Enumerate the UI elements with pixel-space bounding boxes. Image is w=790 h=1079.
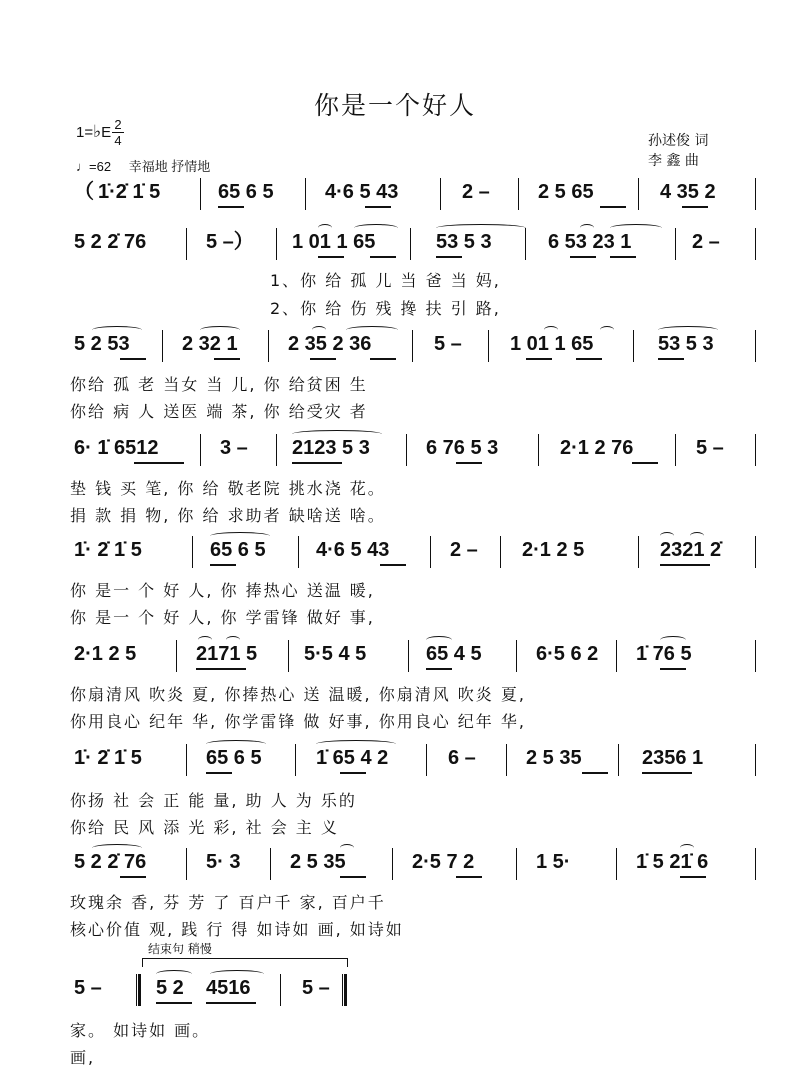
song-title: 你是一个好人 xyxy=(313,91,476,120)
measure: 2 5 35 xyxy=(290,851,346,873)
measure: 5 – xyxy=(302,977,330,999)
measure: 2 32 1 xyxy=(182,333,238,355)
measure: 1̇·2̇ 1̇ 5 xyxy=(98,181,161,203)
time-top: 2 xyxy=(114,117,122,132)
key-note: E xyxy=(101,124,112,141)
measure: 1̇· 2̇ 1̇ 5 xyxy=(74,747,142,769)
lyric-verse-1: 你扇清风 吹炎 夏, 你捧热心 送 温暖, 你扇清风 吹炎 夏, xyxy=(70,685,526,704)
notation-row-5 xyxy=(70,534,758,578)
tempo-marking xyxy=(76,156,210,175)
measure: 5 – xyxy=(74,977,102,999)
measure: 6 76 5 3 xyxy=(426,437,499,459)
measure: 2·5 7 2 xyxy=(412,851,475,873)
measure: 53 5 3 xyxy=(658,333,714,355)
measure: 1̇· 2̇ 1̇ 5 xyxy=(74,539,142,561)
measure: 6· 1̇ 6512 xyxy=(74,437,159,459)
lyric-verse-2: 你给 民 风 添 光 彩, 社 会 主 义 xyxy=(70,818,339,837)
notation-row-8 xyxy=(70,846,758,890)
lyric-verse-2: 你给 病 人 送医 端 茶, 你 给受灾 者 xyxy=(70,402,368,421)
measure: 5 – xyxy=(696,437,724,459)
measure: 2171 5 xyxy=(196,643,258,665)
lyric-verse-2: 你 是一 个 好 人, 你 学雷锋 做好 事, xyxy=(70,608,375,627)
lyricist-credit: 孙述俊 词 xyxy=(648,133,709,149)
notation-row-3 xyxy=(70,328,758,372)
notation-row-7 xyxy=(70,742,758,786)
measure: 2 5 65 xyxy=(538,181,594,203)
notation-row-4 xyxy=(70,432,758,476)
lyric-verse-1: 家。 如诗如 画。 xyxy=(70,1021,211,1040)
notation-row-2 xyxy=(70,226,758,270)
measure: 2 – xyxy=(692,231,720,253)
measure: 5 2 53 xyxy=(74,333,130,355)
measure: 2321 2̇ xyxy=(660,539,722,561)
lyric-verse-2: 核心价值 观, 践 行 得 如诗如 画, 如诗如 xyxy=(70,920,404,939)
measure: 65 4 5 xyxy=(426,643,482,665)
measure: 6 53 23 1 xyxy=(548,231,632,253)
measure: 1 5· xyxy=(536,851,571,873)
notation-row-9 xyxy=(70,972,758,1016)
tempo-value: =62 xyxy=(89,159,112,174)
key-signature xyxy=(76,117,122,148)
quarter-note-icon: ♩ xyxy=(76,159,89,174)
measure: 1̇ 76 5 xyxy=(636,643,692,665)
notation-row-6 xyxy=(70,638,758,682)
measure: 6 – xyxy=(448,747,476,769)
lyric-verse-1: 你给 孤 老 当女 当 儿, 你 给贫困 生 xyxy=(70,375,368,394)
lyric-verse-2: 捐 款 捐 物, 你 给 求助者 缺啥送 啥。 xyxy=(70,506,386,525)
lyric-verse-1: 垫 钱 买 笔, 你 给 敬老院 挑水浇 花。 xyxy=(70,479,386,498)
measure: 5 2 2̇ 76 xyxy=(74,231,147,253)
lyric-verse-2: 你用良心 纪年 华, 你学雷锋 做 好事, 你用良心 纪年 华, xyxy=(70,712,526,731)
measure: 5 –） xyxy=(206,231,254,253)
measure: 2 – xyxy=(450,539,478,561)
key-prefix: 1= xyxy=(76,124,94,141)
notation-row-1 xyxy=(70,176,758,220)
measure: 2·1 2 76 xyxy=(560,437,634,459)
lyric-verse-1: 玫瑰余 香, 芬 芳 了 百户千 家, 百户千 xyxy=(70,893,386,912)
measure: 1 01 1 65 xyxy=(292,231,376,253)
measure: 4·6 5 43 xyxy=(325,181,399,203)
measure: 5 2 xyxy=(156,977,184,999)
lyric-verse-1: 你 是一 个 好 人, 你 捧热心 送温 暖, xyxy=(70,581,375,600)
measure: 4516 xyxy=(206,977,251,999)
measure: 2 35 2 36 xyxy=(288,333,372,355)
measure: 5·5 4 5 xyxy=(304,643,367,665)
flat-sign: ♭ xyxy=(93,122,102,141)
time-bottom: 4 xyxy=(114,133,122,148)
ending-bracket xyxy=(142,958,348,967)
measure: 2·1 2 5 xyxy=(74,643,137,665)
lyric-verse-2: 2、你 给 伤 残 搀 扶 引 路, xyxy=(270,299,501,318)
open-paren: （ xyxy=(74,181,94,203)
measure: 65 6 5 xyxy=(218,181,274,203)
measure: 4·6 5 43 xyxy=(316,539,390,561)
lyric-verse-1: 1、你 给 孤 儿 当 爸 当 妈, xyxy=(270,271,501,290)
measure: 4 35 2 xyxy=(660,181,716,203)
measure: 1̇ 65 4 2 xyxy=(316,747,389,769)
measure: 5· 3 xyxy=(206,851,241,873)
measure: 53 5 3 xyxy=(436,231,492,253)
measure: 1̇ 5 21̇ 6 xyxy=(636,851,709,873)
time-signature xyxy=(112,118,124,147)
lyric-verse-2: 画, xyxy=(70,1048,96,1067)
measure: 5 2 2̇ 76 xyxy=(74,851,147,873)
measure: 2 – xyxy=(462,181,490,203)
measure: 2 5 35 xyxy=(526,747,582,769)
measure: 3 – xyxy=(220,437,248,459)
measure: 5 – xyxy=(434,333,462,355)
expression-mark: 幸福地 抒情地 xyxy=(128,159,211,174)
measure: 2123 5 3 xyxy=(292,437,370,459)
lyric-verse-1: 你扬 社 会 正 能 量, 助 人 为 乐的 xyxy=(70,791,357,810)
composer-credit: 李 鑫 曲 xyxy=(648,153,699,169)
measure: 1 01 1 65 xyxy=(510,333,594,355)
measure: 65 6 5 xyxy=(206,747,262,769)
ending-label: 结束句 稍慢 xyxy=(148,942,212,956)
measure: 2356 1 xyxy=(642,747,704,769)
measure: 6·5 6 2 xyxy=(536,643,599,665)
measure: 65 6 5 xyxy=(210,539,266,561)
measure: 2·1 2 5 xyxy=(522,539,585,561)
